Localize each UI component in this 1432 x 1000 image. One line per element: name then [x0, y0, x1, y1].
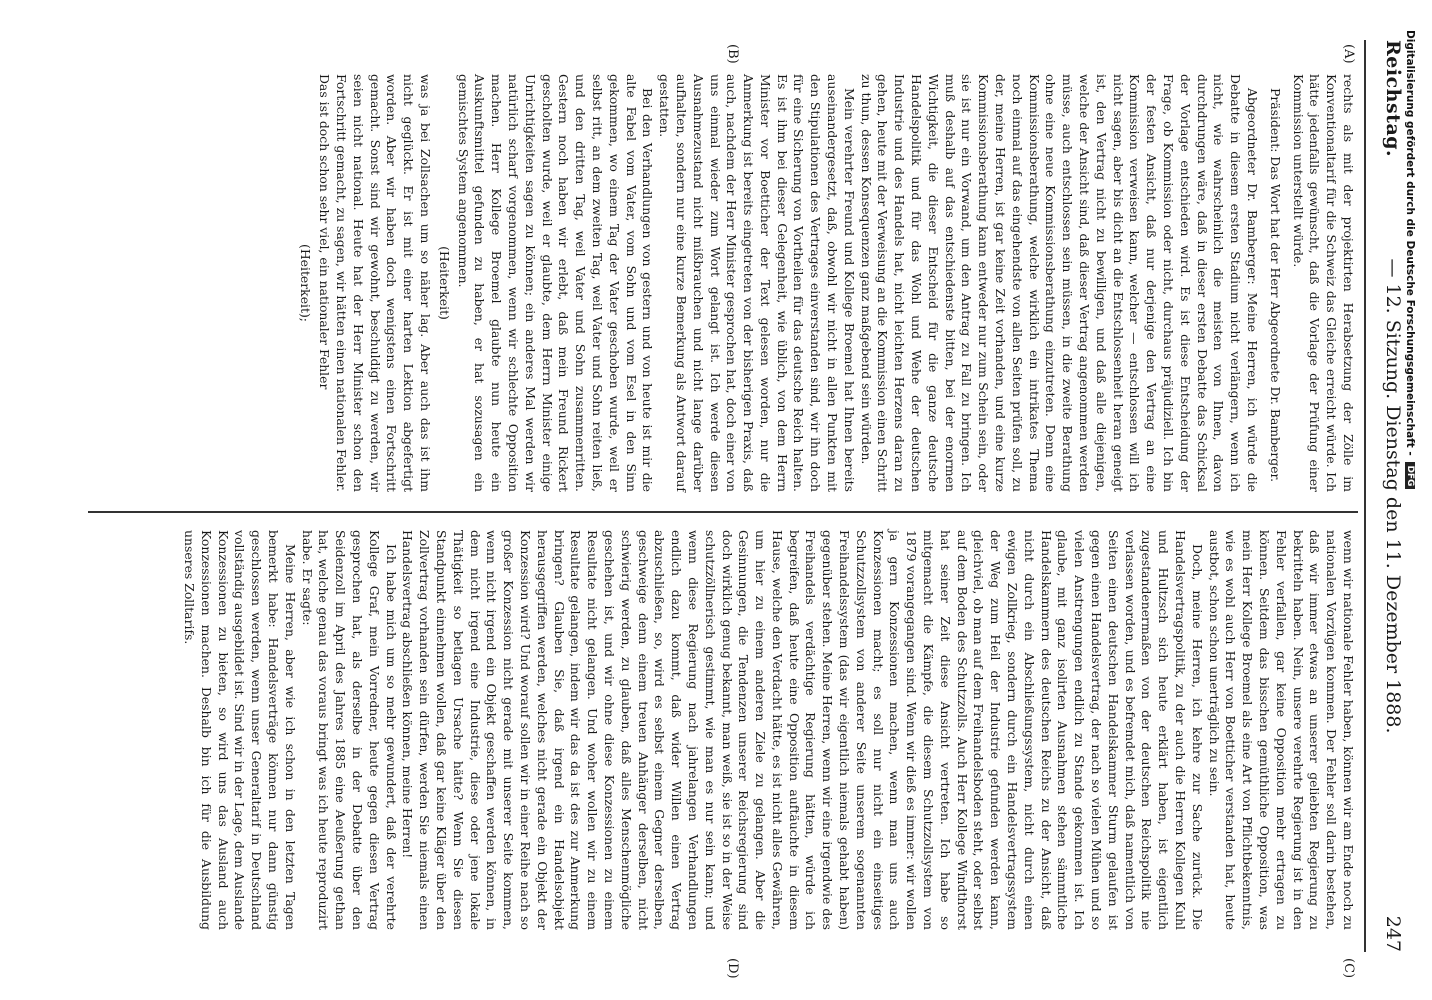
- interjection: (Heiterkeit);: [298, 244, 314, 322]
- paragraph: Bei den Verhandlungen von gestern und von heute ist mir die alte Fabel vom Vater, vom Sohn und vom Esel in den Sinn gekommen, wo einem Tag der Vater geschoben wurde, weil er selbst ritt, an dem zweiten Tag, weil Vater und Sohn reiten ließ, und den dritten Tag, weil Vater und Sohn zusammenritten. Gestern noch haben wir erlebt, daß mein Freund Rickert gescholten wurde, weil er glaubte, dem Herrn Minister einige Unrichtigkeiten sagen zu können; ein anderes Mal werden wir natürlich scharf vorgenommen, wenn wir schlechte Opposition machen. Herr Kollege Broemel glaubte nun heute ein Auskunftsmittel gefunden zu haben, er hat sozusagen ein gemischtes System angenommen.: [455, 74, 656, 492]
- column-right: [180, 530, 1356, 930]
- paragraph: wenn wir nationale Fehler haben, können wir am Ende noch zu nationalen Vorzügen kommen. Der Fehler soll darin bestehen, daß wir immer etwas an unserer geliebten Regierung zu bekritteln haben. Nein, unsere verehrte Regierung ist in den Fehler verfallen, gar keine Opposition mehr ertragen zu können. Seitdem das bisschen gemüthliche Opposition, was mein Herr Kollege Broemel als eine Art von Pflichtbekenntnis, wie es wohl auch Herr von Boetticher verstanden hat, heute austbot, schon schon unerträglich zu sein.: [1206, 530, 1356, 930]
- column-left: [295, 74, 1356, 492]
- page-header: [1374, 40, 1404, 952]
- margin-label-d: (D): [725, 958, 740, 979]
- margin-label-c: (C): [1341, 958, 1356, 979]
- margin-label-b: (B): [725, 44, 740, 64]
- paragraph: Doch, meine Herren, ich kehre zur Sache zurück. Die Handelsvertragspolitik, zu der auch die Herren Kollegen Kuhl und Hultzsch sich heute erklärt haben, ist eigentlich zugestandenermaßen von der deutschen Reichspolitik nie verlassen worden, und es befremdet mich, daß namentlich von Seiten einen deutschen Handelskammer Sturm gelaufen ist gegen einen Handelsvertrag, der nach so vielen Mühen und so vielen Anstrengungen endlich zu Stande gekommen ist. Ich glaube, mit ganz isolirten Ausnahmen stehen sämmtliche Handelskammern des deutschen Reichs zu der Ansicht, daß nicht durch ein Abschließungssystem, nicht durch einen ewigen Zollkrieg, sondern durch ein Handelsvertragssystem der Weg zum Heil der Industrie gefunden werden kann, gleichviel, ob man auf dem Freihandelsboden steht, oder selbst auf dem Boden des Schutzzolls. Auch Herr Kollege Windthorst hat seiner Zeit diese Ansicht vertreten. Ich habe so mitgemacht die Kämpfe, die diesem Schutzzollsystem von 1879 vorangegangen sind. Wenn wir dieß es immer: wir wollen ja gern Konzessionen machen, wenn man uns auch Konzessionen macht; es soll nur nicht ein einseitiges Schutzzollsystem von anderer Seite unserem sogenannten Freihandelssystem (das wir eigentlich niemals gehabt haben) gegenüber stehen. Meine Herren, wenn wir eine irgendwie des Freihandels verdächtige Regierung hätten, würde ich begreifen, daß heute eine Opposition auftäuchte in diesem Hause, welche den Verdacht hätte, es ist nicht alles Gewähren, um hier zu einem anderen Ziele zu gelangen. Aber die Gesinnungen, die Tendenzen unserer Reichsregierung sind doch wirklich genug bekannt, man weiß, sie ist so in der Weise schutzzöllnerisch gestimmt, wie man es nur sein kann; und wenn diese Regierung nach jahrelangen Verhandlungen endlich dazu kommt, daß wider Willen einen Vertrag abzuschließen, so, wird es selbst einem Gegner derselben, geschweige denn einem treuen Anhänger derselben, nicht schwierig werden, zu glauben, daß alles Menschenmögliche geschehen ist, und wir ohne diese Konzessionen zu einem Resultate nicht gelangen. Und woher wollen wir zu einem Resultate gelangen, indem wir das da ist des zur Anmerkung bringen? Glauben Sie, daß irgend ein Handelsobjekt herausgegriffen werden, welches nicht gerade ein Objekt der Konzession wird? Und worauf sollen wir in einer Reihe nach so großer Konzession nicht gerade mit unserer Seite kommen, wenn nicht irgend ein Objekt geschaffen werden können, in dem nicht irgend eine Industrie, diese oder jene lokale Thätigkeit so betlagen Ursache hätte? Wenn Sie diesen Standpunkt einnehmen wollen, daß gar keine Kläger über den Zollvertrag vorhanden sein dürfen, werden Sie niemals einen Handelsvertrag abschließen können, meine Herren!: [400, 530, 1205, 930]
- paragraph: rechts als mit der projektirten Herabsetzung der Zölle im Konventionaltarif für die Schweiz das Gleiche erreicht würde. Ich hätte jedenfalls gewünscht, daß die Vorlage der Prüfung einer Kommission unterstellt würde.: [1290, 74, 1356, 492]
- interjection: (Heiterkeit): [436, 246, 452, 320]
- paragraph: Mein verehrter Freund und Kollege Broemel hat Ihnen bereits auseinandergesetzt, daß, obwohl wir nicht in allen Punkten mit den Stipulationen des Vertrages einverstanden sind, wir ihn doch für eine Sicherung von Vortheilen für das deutsche Reich halten. Es ist ihm bei dieser Gelegenheit, wie üblich, von dem Herrn Minister vor Boetticher der Text gelesen worden, nur die Anmerkung ist bereits eingetreten von der bisherigen Praxis, daß auch, nachdem der Herr Minister gesprochen hat, doch einer von uns einmal wieder zum Wort gelangt ist. Ich werde diesen Ausnahmezustand nicht mißbrauchen und nicht lange darüber aufhalten, sondern nur eine kurze Bemerkung als Antwort darauf gestatten.: [657, 74, 857, 492]
- quote-paragraph: Meine Herren, aber wie ich schon in den letzten Tagen bemerkt habe: Handelsverträge können nur dann günstig geschlossen werden, wenn unser Generaltarif in Deutschland vollständig ausgebildet ist. Sind wir in der Lage, dem Auslande Konzessionen zu bieten, so wird uns das Ausland auch Konzessionen machen. Deshalb bin ich für die Ausbildung unseres Zolltarifs.: [182, 530, 298, 930]
- paragraph-speech: Abgeordneter Dr. Bamberger: Meine Herren, ich würde die Debatte in diesem ersten Stadium nicht verlängern, wenn ich nicht, wie wahrscheinlich die meisten von Ihnen, davon durchdrungen wäre, daß in dieser ersten Debatte das Schicksal der Vorlage entschieden wird. Es ist diese Entscheidung der Frage, ob Kommission oder nicht, durchaus präjudiziell. Ich bin der festen Ansicht, daß nur derjenige den Vertrag an eine Kommission verweisen kann, welcher — entschlossen will ich nicht sagen, aber bis dicht an die Entschlossenheit heran geneigt ist, den Vertrag nicht zu bewilligen, und daß alle diejenigen, welche der Ansicht sind, daß dieser Vertrag angenommen werden müsse, auch entschlossen sein müssen, in die zweite Berathung ohne eine neue Kommissionsberathung einzutreten. Denn eine Kommissionsberathung, welche wirklich ein intrikates Thema noch einmal auf das eingehendste von allen Seiten prüfen soll, zu der, meine Herren, ist gar keine Zeit vorhanden, und eine kurze Kommissionsberathung kann entweder nur zum Schein sein, oder sie ist nur ein Vorwand, um den Antrag zu Fall zu bringen. Ich muß deshalb auf das entschiedenste bitten, bei der enormen Wichtigkeit, die dieser Entscheid für die ganze deutsche Handelspolitik und für das Wohl und Wehe der deutschen Industrie und des Handels hat, nicht leichten Herzens daran zu gehen, heute mit der Verweisung an die Kommission einen Schritt zu thun, dessen Konsequenzen ganz maßgebend sein würden.: [858, 74, 1261, 492]
- digitization-credit: [1402, 30, 1416, 970]
- header-rule: [1364, 40, 1366, 952]
- header-title: Reichstag.: [1382, 40, 1404, 158]
- credit-text: Digitalisierung gefördert durch die Deutsche Forschungsgemeinschaft -: [1404, 30, 1416, 456]
- paragraph: Ich habe mich um so mehr gewundert, daß der verehrte Kollege Graf, mein Vorredner, heute gegen diesen Vertrag gesprochen hat, als derselbe in der Debatte über den Seidenzoll im April des Jahres 1885 eine Aeußerung gethan hat, welche genau das voraus bringt was ich heute reproduzirt habe. Er sagte:: [299, 530, 399, 930]
- paragraph: was ja bei Zollsachen um so näher lag. Aber auch das ist ihm nicht geglückt. Er ist mit einer harten Lektion abgefertigt worden. Aber wir haben doch wenigstens einen Fortschritt gemacht. Sonst sind wir gewohnt, beschuldigt zu werden, wir seien nicht national. Heute hat der Herr Minister schon den Fortschritt gemacht, zu sagen, wir hätten einen nationalen Fehler. Das ist doch schon sehr viel, ein nationaler Fehler: [317, 74, 433, 492]
- paragraph-president: Präsident: Das Wort hat der Herr Abgeordnete Dr. Bamberger.: [1267, 88, 1283, 483]
- page-number: 247: [1382, 915, 1404, 952]
- header-session-date: — 12. Sitzung. Dienstag den 11. Dezember 1888.: [1382, 258, 1404, 734]
- margin-label-a: (A): [1341, 44, 1356, 64]
- dfg-logo: DFG: [1405, 462, 1415, 489]
- column-rule: [88, 511, 1358, 513]
